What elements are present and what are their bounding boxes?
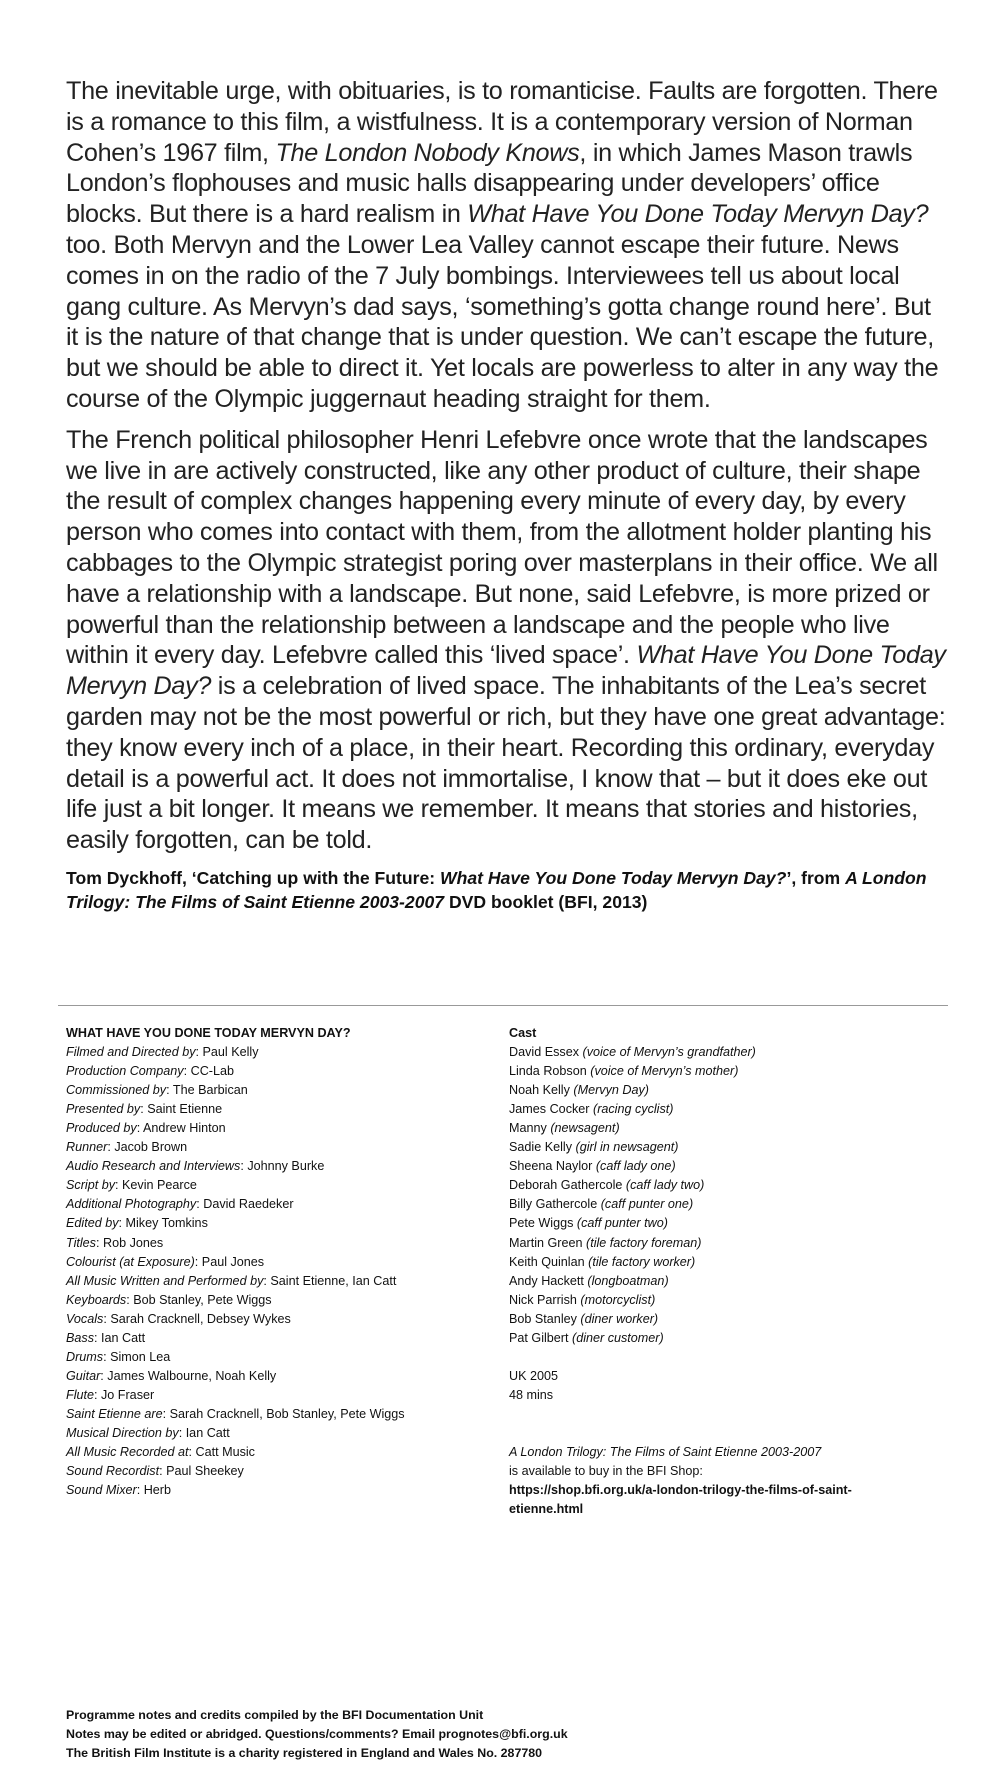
credit-line: Produced by: Andrew Hinton bbox=[66, 1121, 226, 1136]
credit-name: Simon Lea bbox=[110, 1349, 171, 1364]
cast-part-text: motorcyclist bbox=[584, 1292, 652, 1307]
shop-link-part-1[interactable]: https://shop.bfi.org.uk/a-london-trilogy-the-films-of-saint- bbox=[509, 1483, 852, 1498]
cast-name: Andy Hackett bbox=[509, 1273, 584, 1288]
footer-line-1: Programme notes and credits compiled by the BFI Documentation Unit bbox=[66, 1708, 484, 1722]
credit-role: Sound Recordist bbox=[66, 1464, 160, 1479]
essay-attribution bbox=[66, 866, 946, 914]
country-year: UK 2005 bbox=[509, 1368, 559, 1383]
credit-line: Guitar: James Walbourne, Noah Kelly bbox=[66, 1368, 277, 1383]
credit-line: Additional Photography: David Raedeker bbox=[66, 1197, 294, 1212]
cast-name: Linda Robson bbox=[509, 1064, 587, 1079]
cast-part: (caff punter one) bbox=[600, 1197, 694, 1212]
runtime: 48 mins bbox=[509, 1387, 554, 1402]
credit-role: All Music Written and Performed by bbox=[66, 1273, 264, 1288]
credit-role: Drums bbox=[66, 1349, 104, 1364]
cast-part: (caff lady two) bbox=[625, 1178, 705, 1193]
credit-role: Commissioned by bbox=[66, 1083, 167, 1098]
credit-name: Bob Stanley, Pete Wiggs bbox=[133, 1292, 272, 1307]
credit-role: Saint Etienne are bbox=[66, 1406, 163, 1421]
credit-role: All Music Recorded at bbox=[66, 1445, 189, 1460]
credit-line: Commissioned by: The Barbican bbox=[66, 1083, 248, 1098]
cast-part: (caff lady one) bbox=[595, 1159, 676, 1174]
cast-part: (longboatman) bbox=[587, 1273, 669, 1288]
cast-part-text: caff lady two bbox=[630, 1178, 701, 1193]
italic-title-run: What Have You Done Today Mervyn Day? bbox=[440, 867, 787, 888]
credit-name: Andrew Hinton bbox=[143, 1121, 226, 1136]
credit-name: Saint Etienne bbox=[147, 1102, 223, 1117]
cast-name: Noah Kelly bbox=[509, 1083, 570, 1098]
text-run: too. Both Mervyn and the Lower Lea Valley cannot escape their future. News comes in on the radio of the 7 July bombings. Interviewees tell us about local gang culture. As Mervyn’s dad says, ‘something’s gotta change round here’. But it is the nature of that change that is under question. We can’t escape the future, but we should be able to direct it. Yet locals are powerless to alter in any way the course of the Olympic juggernaut heading straight for them. bbox=[66, 230, 939, 413]
cast-name: Keith Quinlan bbox=[509, 1254, 585, 1269]
essay-paragraph-1 bbox=[66, 76, 946, 415]
cast-line bbox=[509, 1138, 939, 1157]
cast-part: (racing cyclist) bbox=[592, 1102, 674, 1117]
cast-part: (caff punter two) bbox=[576, 1216, 668, 1231]
credit-line: Vocals: Sarah Cracknell, Debsey Wykes bbox=[66, 1311, 291, 1326]
cast-part: (diner worker) bbox=[580, 1311, 659, 1326]
shop-link[interactable] bbox=[509, 1481, 939, 1519]
credit-role: Vocals bbox=[66, 1311, 104, 1326]
credit-name: The Barbican bbox=[172, 1083, 248, 1098]
cast-part: (girl in newsagent) bbox=[575, 1140, 679, 1155]
credit-name: Ian Catt bbox=[185, 1425, 230, 1440]
credit-line: Drums: Simon Lea bbox=[66, 1349, 171, 1364]
credit-line: Colourist (at Exposure): Paul Jones bbox=[66, 1254, 265, 1269]
italic-title-run: What Have You Done Today Mervyn Day? bbox=[467, 200, 929, 229]
credit-name: James Walbourne, Noah Kelly bbox=[107, 1368, 277, 1383]
cast-list bbox=[509, 1043, 939, 1348]
cast-part-text: diner customer bbox=[576, 1330, 660, 1345]
credit-line: Saint Etienne are: Sarah Cracknell, Bob Stanley, Pete Wiggs bbox=[66, 1406, 405, 1421]
credit-role: Sound Mixer bbox=[66, 1483, 137, 1498]
cast-line bbox=[509, 1195, 939, 1214]
cast-name: Deborah Gathercole bbox=[509, 1178, 623, 1193]
cast-line bbox=[509, 1234, 939, 1253]
cast-part-text: diner worker bbox=[584, 1311, 654, 1326]
credit-line: Sound Mixer: Herb bbox=[66, 1483, 171, 1498]
cast-block bbox=[509, 1024, 939, 1519]
credit-line: Presented by: Saint Etienne bbox=[66, 1102, 223, 1117]
cast-line bbox=[509, 1100, 939, 1119]
cast-line bbox=[509, 1291, 939, 1310]
cast-part: (diner customer) bbox=[572, 1330, 664, 1345]
cast-line bbox=[509, 1119, 939, 1138]
cast-name: James Cocker bbox=[509, 1102, 590, 1117]
text-run: is a celebration of lived space. The inhabitants of the Lea’s secret garden may not be the most powerful or rich, but they have one great advantage: they know every inch of a place, in their heart. Recording this ordinary, everyday detail is a powerful act. It does not immortalise, I know that – but it does eke out life just a bit longer. It means we remember. It means that stories and histories, easily forgotten, can be told. bbox=[66, 672, 946, 855]
credit-line: Musical Direction by: Ian Catt bbox=[66, 1425, 230, 1440]
credit-name: Sarah Cracknell, Bob Stanley, Pete Wiggs bbox=[169, 1406, 405, 1421]
credit-line: Runner: Jacob Brown bbox=[66, 1140, 188, 1155]
cast-part-text: tile factory foreman bbox=[590, 1235, 698, 1250]
credit-role: Bass bbox=[66, 1330, 94, 1345]
cast-line bbox=[509, 1253, 939, 1272]
credit-role: Edited by bbox=[66, 1216, 119, 1231]
credit-line: Script by: Kevin Pearce bbox=[66, 1178, 197, 1193]
credit-line: Filmed and Directed by: Paul Kelly bbox=[66, 1045, 259, 1060]
cast-part-text: Mervyn Day bbox=[577, 1083, 645, 1098]
credit-line: Flute: Jo Fraser bbox=[66, 1387, 155, 1402]
cast-part-text: longboatman bbox=[591, 1273, 665, 1288]
credit-role: Musical Direction by bbox=[66, 1425, 179, 1440]
film-title: WHAT HAVE YOU DONE TODAY MERVYN DAY? bbox=[66, 1026, 351, 1040]
cast-line bbox=[509, 1272, 939, 1291]
credit-name: Ian Catt bbox=[101, 1330, 146, 1345]
credit-role: Presented by bbox=[66, 1102, 141, 1117]
credit-role: Keyboards bbox=[66, 1292, 127, 1307]
credit-role: Runner bbox=[66, 1140, 108, 1155]
credit-role: Script by bbox=[66, 1178, 115, 1193]
credit-name: Paul Kelly bbox=[202, 1045, 259, 1060]
credit-line: Sound Recordist: Paul Sheekey bbox=[66, 1464, 244, 1479]
cast-name: Sadie Kelly bbox=[509, 1140, 573, 1155]
credit-line: Titles: Rob Jones bbox=[66, 1235, 164, 1250]
cast-part-text: racing cyclist bbox=[597, 1102, 670, 1117]
cast-line bbox=[509, 1081, 939, 1100]
credit-role: Production Company bbox=[66, 1064, 184, 1079]
cast-line bbox=[509, 1043, 939, 1062]
cast-part: (voice of Mervyn’s grandfather) bbox=[582, 1045, 756, 1060]
cast-name: Manny bbox=[509, 1121, 547, 1136]
credit-name: Saint Etienne, Ian Catt bbox=[270, 1273, 397, 1288]
text-run: ’, from bbox=[786, 867, 846, 888]
credit-line: Keyboards: Bob Stanley, Pete Wiggs bbox=[66, 1292, 272, 1307]
cast-name: Sheena Naylor bbox=[509, 1159, 593, 1174]
credit-name: CC-Lab bbox=[190, 1064, 235, 1079]
essay bbox=[66, 76, 946, 914]
cast-line bbox=[509, 1062, 939, 1081]
cast-line bbox=[509, 1329, 939, 1348]
section-divider bbox=[58, 1005, 948, 1006]
cast-name: Bob Stanley bbox=[509, 1311, 577, 1326]
footer bbox=[66, 1706, 946, 1763]
credit-role: Titles bbox=[66, 1235, 96, 1250]
cast-line bbox=[509, 1214, 939, 1233]
cast-part: (voice of Mervyn’s mother) bbox=[590, 1064, 739, 1079]
cast-part-text: girl in newsagent bbox=[579, 1140, 675, 1155]
credit-role: Produced by bbox=[66, 1121, 137, 1136]
credit-role: Colourist (at Exposure) bbox=[66, 1254, 195, 1269]
text-run: , in which James Mason trawls London’s flophouses and music halls disappearing under developers’ office blocks. But there is a hard realism in bbox=[66, 138, 913, 229]
credit-line: Audio Research and Interviews: Johnny Burke bbox=[66, 1159, 325, 1174]
shop-title: A London Trilogy: The Films of Saint Etienne 2003-2007 bbox=[509, 1445, 822, 1460]
italic-title-run: A London Trilogy: The Films of Saint Etienne 2003-2007 bbox=[66, 867, 927, 912]
credit-name: Catt Music bbox=[195, 1445, 255, 1460]
credit-line: All Music Recorded at: Catt Music bbox=[66, 1445, 255, 1460]
cast-part-text: voice of Mervyn’s grandfather bbox=[586, 1045, 752, 1060]
footer-line-2: Notes may be edited or abridged. Questions/comments? Email prognotes@bfi.org.uk bbox=[66, 1727, 568, 1741]
cast-name: Pete Wiggs bbox=[509, 1216, 574, 1231]
credit-line: Edited by: Mikey Tomkins bbox=[66, 1216, 208, 1231]
cast-part-text: newsagent bbox=[554, 1121, 616, 1136]
cast-line bbox=[509, 1157, 939, 1176]
credit-name: David Raedeker bbox=[203, 1197, 294, 1212]
credit-line: Bass: Ian Catt bbox=[66, 1330, 146, 1345]
credit-name: Paul Jones bbox=[201, 1254, 265, 1269]
cast-name: Martin Green bbox=[509, 1235, 583, 1250]
text-run: DVD booklet (BFI, 2013) bbox=[444, 891, 648, 912]
credit-name: Mikey Tomkins bbox=[125, 1216, 208, 1231]
cast-line bbox=[509, 1310, 939, 1329]
credit-name: Kevin Pearce bbox=[122, 1178, 197, 1193]
cast-part-text: caff punter two bbox=[581, 1216, 664, 1231]
cast-part-text: caff punter one bbox=[604, 1197, 689, 1212]
essay-paragraph-2 bbox=[66, 425, 946, 856]
cast-part-text: caff lady one bbox=[600, 1159, 672, 1174]
text-run: Tom Dyckhoff, ‘Catching up with the Future: bbox=[66, 867, 441, 888]
credit-role: Flute bbox=[66, 1387, 94, 1402]
cast-part: (newsagent) bbox=[550, 1121, 620, 1136]
italic-title-run: What Have You Done Today Mervyn Day? bbox=[66, 641, 946, 701]
credit-role: Guitar bbox=[66, 1368, 101, 1383]
cast-name: Billy Gathercole bbox=[509, 1197, 598, 1212]
credit-name: Herb bbox=[143, 1483, 171, 1498]
footer-line-3: The British Film Institute is a charity registered in England and Wales No. 287780 bbox=[66, 1746, 543, 1760]
credit-name: Rob Jones bbox=[102, 1235, 164, 1250]
cast-heading: Cast bbox=[509, 1026, 537, 1040]
credit-name: Paul Sheekey bbox=[166, 1464, 244, 1479]
credit-role: Additional Photography bbox=[66, 1197, 197, 1212]
credit-list bbox=[66, 1043, 496, 1500]
cast-part: (tile factory foreman) bbox=[586, 1235, 702, 1250]
credit-role: Audio Research and Interviews bbox=[66, 1159, 241, 1174]
credit-line: Production Company: CC-Lab bbox=[66, 1064, 235, 1079]
italic-title-run: The London Nobody Knows bbox=[275, 138, 580, 167]
cast-part: (Mervyn Day) bbox=[573, 1083, 649, 1098]
credit-name: Jacob Brown bbox=[114, 1140, 188, 1155]
credit-name: Jo Fraser bbox=[101, 1387, 155, 1402]
shop-note bbox=[509, 1443, 939, 1462]
text-run: The inevitable urge, with obituaries, is to romanticise. Faults are forgotten. There is a romance to this film, a wistfulness. It is a contemporary version of Norman Cohen’s 1967 film, bbox=[66, 77, 938, 167]
cast-part-text: voice of Mervyn’s mother bbox=[594, 1064, 735, 1079]
cast-name: David Essex bbox=[509, 1045, 579, 1060]
credit-role: Filmed and Directed by bbox=[66, 1045, 196, 1060]
cast-part-text: tile factory worker bbox=[592, 1254, 692, 1269]
cast-name: Pat Gilbert bbox=[509, 1330, 569, 1345]
credits-block bbox=[66, 1024, 496, 1500]
shop-availability: is available to buy in the BFI Shop: bbox=[509, 1464, 703, 1479]
credit-name: Johnny Burke bbox=[247, 1159, 325, 1174]
cast-name: Nick Parrish bbox=[509, 1292, 577, 1307]
credit-line: All Music Written and Performed by: Saint Etienne, Ian Catt bbox=[66, 1273, 397, 1288]
credit-name: Sarah Cracknell, Debsey Wykes bbox=[110, 1311, 291, 1326]
cast-part: (tile factory worker) bbox=[588, 1254, 696, 1269]
cast-line bbox=[509, 1176, 939, 1195]
cast-part: (motorcyclist) bbox=[580, 1292, 656, 1307]
text-run: The French political philosopher Henri Lefebvre once wrote that the landscapes we live in are actively constructed, like any other product of culture, their shape the result of complex changes happening every minute of every day, by every person who comes into contact with them, from the allotment holder planting his cabbages to the Olympic strategist poring over masterplans in their office. We all have a relationship with a landscape. But none, said Lefebvre, is more prized or powerful than the relationship between a landscape and the people who live within it every day. Lefebvre called this ‘lived space’. bbox=[66, 425, 938, 670]
shop-link-part-2[interactable]: etienne.html bbox=[509, 1502, 584, 1517]
